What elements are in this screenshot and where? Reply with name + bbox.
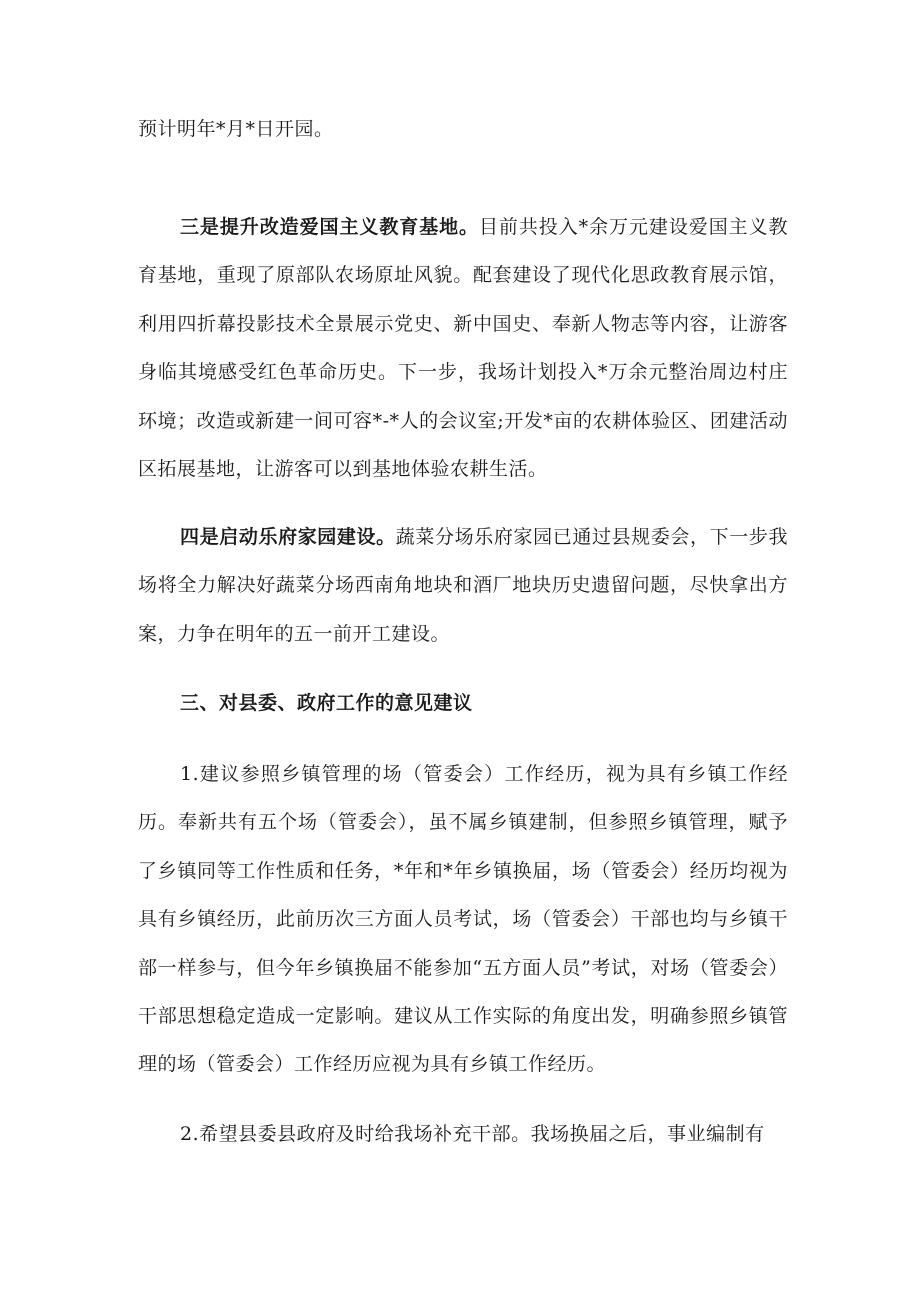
paragraph-third-point [138, 203, 788, 493]
paragraph-text: 2.希望县委县政府及时给我场补充干部。我场换届之后，事业编制有 [180, 1123, 765, 1145]
paragraph-lead-heading: 三是提升改造爱国主义教育基地。 [180, 216, 479, 238]
paragraph-lead-heading: 四是启动乐府家园建设。 [180, 526, 396, 548]
paragraph-text: 1.建议参照乡镇管理的场（管委会）工作经历，视为具有乡镇工作经历。奉新共有五个场（管委会），虽不属乡镇建制，但参照乡镇管理，赋予了乡镇同等工作性质和任务，*年和*年乡镇换届，场（管委会）经历均视为具有乡镇经历，此前历次三方面人员考试，场（管委会）干部也均与乡镇干部一样参与，但今年乡镇换届不能参加“五方面人员”考试，对场（管委会）干部思想稳定造成一定影响。建议从工作实际的角度出发，明确参照乡镇管理的场（管委会）工作经历应视为具有乡镇工作经历。 [138, 763, 788, 1076]
paragraph-item-1 [138, 750, 788, 1089]
paragraph-text: 目前共投入*余万元建设爱国主义教育基地，重现了原部队农场原址风貌。配套建设了现代化思政教育展示馆，利用四折幕投影技术全景展示党史、新中国史、奉新人物志等内容，让游客身临其境感受红色革命历史。下一步，我场计划投入*万余元整治周边村庄环境；改造或新建一间可容*-*人的会议室;开发*亩的农耕体验区、团建活动区拓展基地，让游客可以到基地体验农耕生活。 [138, 216, 788, 481]
paragraph-fourth-point [138, 513, 788, 658]
paragraph-text: 蔬菜分场乐府家园已通过县规委会，下一步我场将全力解决好蔬菜分场西南角地块和酒厂地块历史遗留问题，尽快拿出方案，力争在明年的五一前开工建设。 [138, 526, 788, 645]
paragraph-item-2 [138, 1110, 788, 1158]
paragraph-continuation [138, 105, 788, 153]
paragraph-text: 预计明年*月*日开园。 [138, 118, 334, 140]
section-heading [180, 679, 473, 727]
section-heading-text: 三、对县委、政府工作的意见建议 [180, 692, 473, 714]
